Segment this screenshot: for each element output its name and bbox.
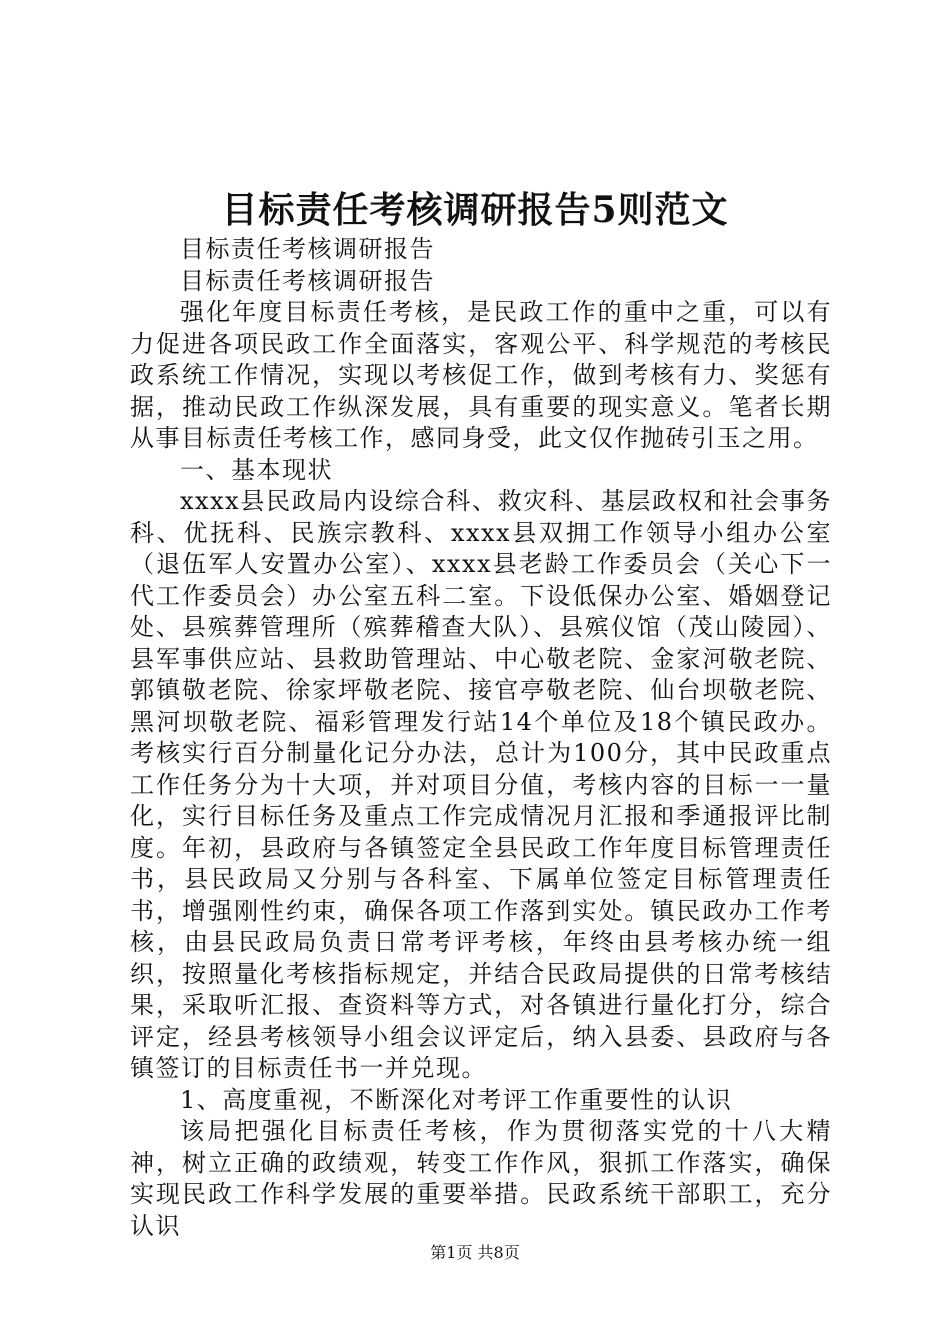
document-body bbox=[130, 234, 832, 1242]
body-paragraph: xxxx县民政局内设综合科、救灾科、基层政权和社会事务科、优抚科、民族宗教科、xxxx县双拥工作领导小组办公室（退伍军人安置办公室）、xxxx县老龄工作委员会（关心下一代工作委员会）办公室五科二室。下设低保办公室、婚姻登记处、县殡葬管理所（殡葬稽查大队）、县殡仪馆（茂山陵园）、县军事供应站、县救助管理站、中心敬老院、金家河敬老院、郭镇敬老院、徐家坪敬老院、接官亭敬老院、仙台坝敬老院、黑河坝敬老院、福彩管理发行站14个单位及18个镇民政办。考核实行百分制量化记分办法，总计为100分，其中民政重点工作任务分为十大项，并对项目分值，考核内容的目标一一量化，实行目标任务及重点工作完成情况月汇报和季通报评比制度。年初，县政府与各镇签定全县民政工作年度目标管理责任书，县民政局又分别与各科室、下属单位签定目标管理责任书，增强刚性约束，确保各项工作落到实处。镇民政办工作考核，由县民政局负责日常考评考核，年终由县考核办统一组织，按照量化考核指标规定，并结合民政局提供的日常考核结果，采取听汇报、查资料等方式，对各镇进行量化打分，综合评定，经县考核领导小组会议评定后，纳入县委、县政府与各镇签订的目标责任书一并兑现。 bbox=[130, 487, 832, 1082]
document-title: 目标责任考核调研报告5则范文 bbox=[221, 189, 729, 231]
section-heading: 一、基本现状 bbox=[180, 455, 333, 484]
subtitle-line: 目标责任考核调研报告 bbox=[180, 235, 435, 263]
intro-paragraph: 强化年度目标责任考核，是民政工作的重中之重，可以有力促进各项民政工作全面落实，客观公平、科学规范的考核民政系统工作情况，实现以考核促工作，做到考核有力、奖惩有据，推动民政工作纵深发展，具有重要的现实意义。笔者长期从事目标责任考核工作，感同身受，此文仅作抛砖引玉之用。 bbox=[130, 298, 832, 452]
page-number-footer: 第1页 共8页 bbox=[430, 1243, 520, 1262]
subsection-heading: 1、高度重视，不断深化对考评工作重要性的认识 bbox=[180, 1085, 733, 1114]
body-paragraph: 该局把强化目标责任考核，作为贯彻落实党的十八大精神，树立正确的政绩观，转变工作作风，狠抓工作落实，确保实现民政工作科学发展的重要举措。民政系统干部职工，充分认识 bbox=[130, 1117, 832, 1240]
subtitle-line: 目标责任考核调研报告 bbox=[180, 266, 435, 295]
